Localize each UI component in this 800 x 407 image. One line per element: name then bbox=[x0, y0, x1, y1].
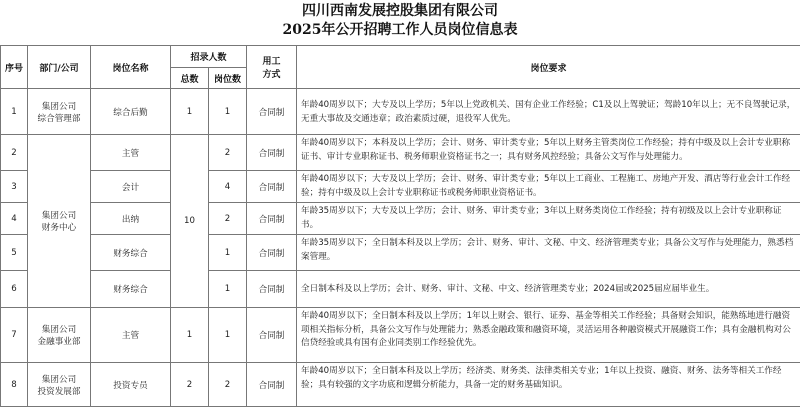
cell-seq: 5 bbox=[1, 235, 28, 271]
dept-line2: 投资发展部 bbox=[37, 386, 81, 397]
header-total: 总数 bbox=[171, 68, 209, 89]
cell-count: 1 bbox=[209, 308, 247, 363]
header-count: 岗位数 bbox=[209, 68, 247, 89]
header-recruit: 招录人数 bbox=[171, 46, 247, 68]
cell-employment: 合同制 bbox=[247, 135, 297, 171]
cell-employment: 合同制 bbox=[247, 271, 297, 308]
page-title: 四川西南发展控股集团有限公司 bbox=[302, 3, 498, 19]
header-employment bbox=[247, 46, 297, 89]
cell-employment: 合同制 bbox=[247, 235, 297, 271]
cell-employment: 合同制 bbox=[247, 171, 297, 203]
cell-seq: 2 bbox=[1, 135, 28, 171]
cell-employment: 合同制 bbox=[247, 89, 297, 135]
cell-position: 财务综合 bbox=[91, 271, 171, 308]
cell-requirement: 全日制本科及以上学历；会计、财务、审计、文秘、中文、经济管理类专业；2024届或2025届应届毕业生。 bbox=[297, 271, 800, 308]
job-table bbox=[0, 45, 800, 407]
cell-dept bbox=[28, 89, 91, 135]
cell-seq: 1 bbox=[1, 89, 28, 135]
dept-line2: 金融事业部 bbox=[37, 337, 81, 347]
cell-count: 2 bbox=[209, 203, 247, 235]
dept-line1: 集团公司 bbox=[41, 325, 77, 335]
cell-total: 2 bbox=[171, 363, 209, 407]
cell-total: 1 bbox=[171, 89, 209, 135]
header-employment-line1: 用工 bbox=[262, 57, 281, 67]
table-row bbox=[1, 135, 800, 171]
cell-dept bbox=[28, 308, 91, 363]
cell-position: 综合后勤 bbox=[91, 89, 171, 135]
cell-count: 1 bbox=[209, 89, 247, 135]
cell-requirement: 年龄40周岁以下；大专及以上学历；5年以上党政机关、国有企业工作经验；C1及以上驾驶证；驾龄10年以上；无不良驾驶记录，无重大事故及交通违章；政治素质过硬，退役军人优先。 bbox=[297, 89, 800, 135]
cell-requirement: 年龄35周岁以下；全日制本科及以上学历；会计、财务、审计、文秘、中文、经济管理类专业；具备公文写作与处理能力，熟悉档案管理。 bbox=[297, 235, 800, 271]
table-row bbox=[1, 89, 800, 135]
cell-employment: 合同制 bbox=[247, 308, 297, 363]
table-row bbox=[1, 308, 800, 363]
cell-employment: 合同制 bbox=[247, 203, 297, 235]
header-seq: 序号 bbox=[1, 46, 28, 89]
cell-requirement: 年龄35周岁以下；大专及以上学历；会计、财务、审计类专业；3年以上财务类岗位工作经验；持有初级及以上会计专业职称证书。 bbox=[297, 203, 800, 235]
header-dept: 部门/公司 bbox=[28, 46, 91, 89]
table-row bbox=[1, 363, 800, 407]
table-row bbox=[1, 171, 800, 203]
cell-dept bbox=[28, 363, 91, 407]
cell-position: 出纳 bbox=[91, 203, 171, 235]
cell-position: 主管 bbox=[91, 308, 171, 363]
cell-requirement: 年龄40周岁以下；本科及以上学历；会计、财务、审计类专业；5年以上财务主管类岗位工作经验；持有中级及以上会计专业职称证书、审计专业职称证书、税务师职业资格证书之一；具有财务风控经验；具备公文写作与处理能力。 bbox=[297, 135, 800, 171]
table-row bbox=[1, 271, 800, 308]
cell-requirement: 年龄40周岁以下；全日制本科及以上学历；1年以上财会、银行、证券、基金等相关工作经验；具备财会知识，能熟练地进行融资项相关指标分析，具备公文写作与处理能力；熟悉金融政策和融资环境，灵活运用各种融资模式开展融资工作；具有金融机构对公信贷经验或具有国有企业同类别工作经验优先。 bbox=[297, 308, 800, 363]
dept-line1: 集团公司 bbox=[41, 374, 77, 385]
cell-position: 主管 bbox=[91, 135, 171, 171]
cell-count: 4 bbox=[209, 171, 247, 203]
cell-count: 2 bbox=[209, 135, 247, 171]
cell-count: 1 bbox=[209, 235, 247, 271]
cell-seq: 6 bbox=[1, 271, 28, 308]
cell-seq: 4 bbox=[1, 203, 28, 235]
cell-position: 会计 bbox=[91, 171, 171, 203]
cell-position: 财务综合 bbox=[91, 235, 171, 271]
dept-line2: 财务中心 bbox=[41, 223, 77, 233]
header-row-1 bbox=[1, 46, 800, 68]
cell-position: 投资专员 bbox=[91, 363, 171, 407]
header-employment-line2: 方式 bbox=[262, 70, 281, 80]
cell-count: 2 bbox=[209, 363, 247, 407]
cell-seq: 7 bbox=[1, 308, 28, 363]
cell-dept-finance bbox=[28, 135, 91, 308]
table-row bbox=[1, 203, 800, 235]
header-position: 岗位名称 bbox=[91, 46, 171, 89]
dept-line1: 集团公司 bbox=[41, 101, 77, 112]
table-row bbox=[1, 235, 800, 271]
page-subtitle: 2025年公开招聘工作人员岗位信息表 bbox=[282, 22, 518, 38]
cell-total: 1 bbox=[171, 308, 209, 363]
cell-count: 1 bbox=[209, 271, 247, 308]
cell-requirement: 年龄40周岁以下；全日制本科及以上学历；经济类、财务类、法律类相关专业；1年以上投资、融资、财务、法务等相关工作经验；具有较强的文字功底和逻辑分析能力，具备一定的财务基础知识。 bbox=[297, 363, 800, 407]
cell-requirement: 年龄40周岁以下；大专及以上学历；会计、财务、审计类专业；5年以上工商业、工程施工、房地产开发、酒店等行业会计工作经验；持有中级及以上会计专业职称证书或税务师职业资格证书。 bbox=[297, 171, 800, 203]
header-requirements: 岗位要求 bbox=[297, 46, 800, 89]
dept-line1: 集团公司 bbox=[41, 211, 77, 221]
cell-employment: 合同制 bbox=[247, 363, 297, 407]
cell-seq: 3 bbox=[1, 171, 28, 203]
dept-line2: 综合管理部 bbox=[37, 113, 81, 124]
cell-seq: 8 bbox=[1, 363, 28, 407]
cell-total-finance: 10 bbox=[171, 135, 209, 308]
